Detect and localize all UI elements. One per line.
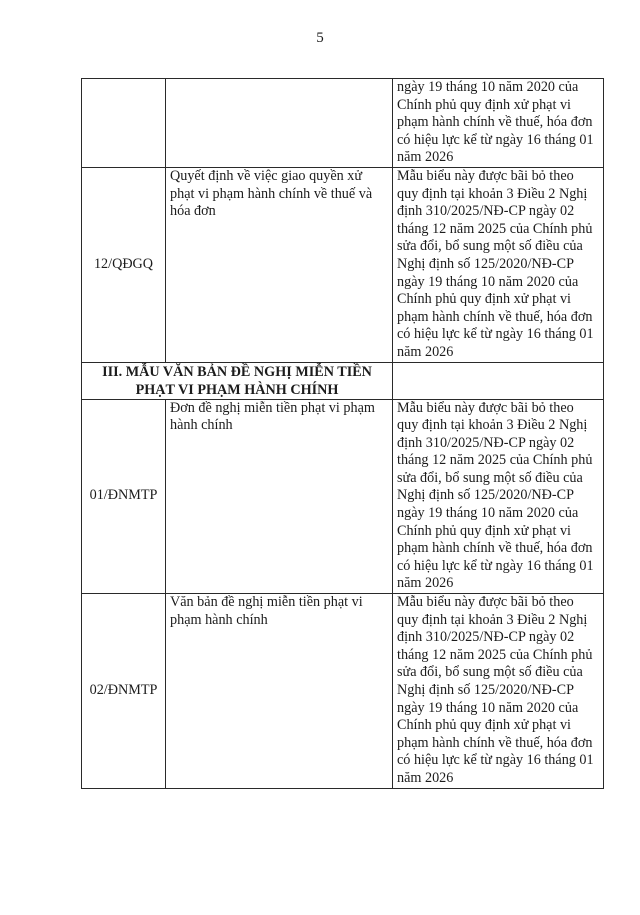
note-line: ngày 19 tháng 10 năm 2020 của xyxy=(397,505,579,522)
note-line: định 310/2025/NĐ-CP ngày 02 xyxy=(397,203,575,220)
section-heading xyxy=(82,362,393,399)
note-line: Chính phủ quy định xử phạt vi xyxy=(397,291,571,308)
note-line: ngày 19 tháng 10 năm 2020 của xyxy=(397,273,579,290)
note-line: năm 2026 xyxy=(397,769,454,786)
note-line: năm 2026 xyxy=(397,575,454,592)
note-line: tháng 12 năm 2025 của Chính phủ xyxy=(397,220,593,237)
form-title-cell xyxy=(166,167,393,362)
note-line: Mẫu biểu này được bãi bỏ theo xyxy=(397,594,574,611)
note-line: định 310/2025/NĐ-CP ngày 02 xyxy=(397,434,575,451)
note-line: ngày 19 tháng 10 năm 2020 của xyxy=(397,79,579,95)
title-line: phạt vi phạm hành chính về thuế và xyxy=(170,185,373,202)
note-line: định 310/2025/NĐ-CP ngày 02 xyxy=(397,629,575,646)
note-line: Nghị định số 125/2020/NĐ-CP xyxy=(397,682,574,698)
note-line: phạm hành chính về thuế, hóa đơn xyxy=(397,308,593,325)
form-title-cell xyxy=(166,79,393,168)
note-line: sửa đổi, bổ sung một số điều của xyxy=(397,469,583,486)
title-line: hành chính xyxy=(170,417,233,434)
note-line: năm 2026 xyxy=(397,149,454,166)
title-line: Quyết định về việc giao quyền xử xyxy=(170,167,363,184)
table-row xyxy=(82,167,604,362)
section-heading-row xyxy=(82,362,604,399)
note-line: quy định tại khoản 3 Điều 2 Nghị xyxy=(397,417,588,434)
section-heading-line: PHẠT VI PHẠM HÀNH CHÍNH xyxy=(135,381,339,398)
form-code-cell: 12/QĐGQ xyxy=(82,167,166,362)
form-code-cell: 01/ĐNMTP xyxy=(82,399,166,594)
note-line: quy định tại khoản 3 Điều 2 Nghị xyxy=(397,185,588,202)
note-line: Chính phủ quy định xử phạt vi xyxy=(397,96,571,113)
note-line: phạm hành chính về thuế, hóa đơn xyxy=(397,734,593,751)
title-line: Văn bản đề nghị miễn tiền phạt vi xyxy=(170,594,363,611)
note-line: năm 2026 xyxy=(397,343,454,360)
table-row xyxy=(82,594,604,789)
table-row-continuation xyxy=(82,79,604,168)
note-line: có hiệu lực kể từ ngày 16 tháng 01 xyxy=(397,752,594,769)
note-line: tháng 12 năm 2025 của Chính phủ xyxy=(397,646,593,663)
note-line: Chính phủ quy định xử phạt vi xyxy=(397,522,571,539)
note-line: Nghị định số 125/2020/NĐ-CP xyxy=(397,255,574,272)
form-note-cell xyxy=(393,167,604,362)
note-line: phạm hành chính về thuế, hóa đơn xyxy=(397,114,593,131)
title-line: hóa đơn xyxy=(170,203,216,220)
form-note-cell xyxy=(393,399,604,594)
note-line: có hiệu lực kể từ ngày 16 tháng 01 xyxy=(397,326,594,343)
table-row xyxy=(82,399,604,594)
note-line: tháng 12 năm 2025 của Chính phủ xyxy=(397,452,593,469)
form-note-cell xyxy=(393,79,604,168)
form-code-cell xyxy=(82,79,166,168)
form-note-cell xyxy=(393,594,604,789)
note-line: sửa đổi, bổ sung một số điều của xyxy=(397,664,583,681)
form-title-cell xyxy=(166,594,393,789)
forms-table xyxy=(81,78,604,789)
note-line: có hiệu lực kể từ ngày 16 tháng 01 xyxy=(397,557,594,574)
page-number: 5 xyxy=(316,30,324,46)
note-line: Mẫu biểu này được bãi bỏ theo xyxy=(397,167,574,184)
form-code-cell: 02/ĐNMTP xyxy=(82,594,166,789)
note-line: Chính phủ quy định xử phạt vi xyxy=(397,717,571,734)
section-heading-line: III. MẪU VĂN BẢN ĐỀ NGHỊ MIỄN TIỀN xyxy=(102,363,372,380)
note-line: ngày 19 tháng 10 năm 2020 của xyxy=(397,699,579,716)
note-line: quy định tại khoản 3 Điều 2 Nghị xyxy=(397,611,588,628)
note-line: phạm hành chính về thuế, hóa đơn xyxy=(397,540,593,557)
note-line: sửa đổi, bổ sung một số điều của xyxy=(397,238,583,255)
form-title-cell xyxy=(166,399,393,594)
note-line: Nghị định số 125/2020/NĐ-CP xyxy=(397,487,574,504)
title-line: Đơn đề nghị miễn tiền phạt vi phạm xyxy=(170,399,375,416)
section-empty-cell xyxy=(393,362,604,399)
title-line: phạm hành chính xyxy=(170,611,268,628)
note-line: có hiệu lực kể từ ngày 16 tháng 01 xyxy=(397,131,594,148)
note-line: Mẫu biểu này được bãi bỏ theo xyxy=(397,399,574,416)
